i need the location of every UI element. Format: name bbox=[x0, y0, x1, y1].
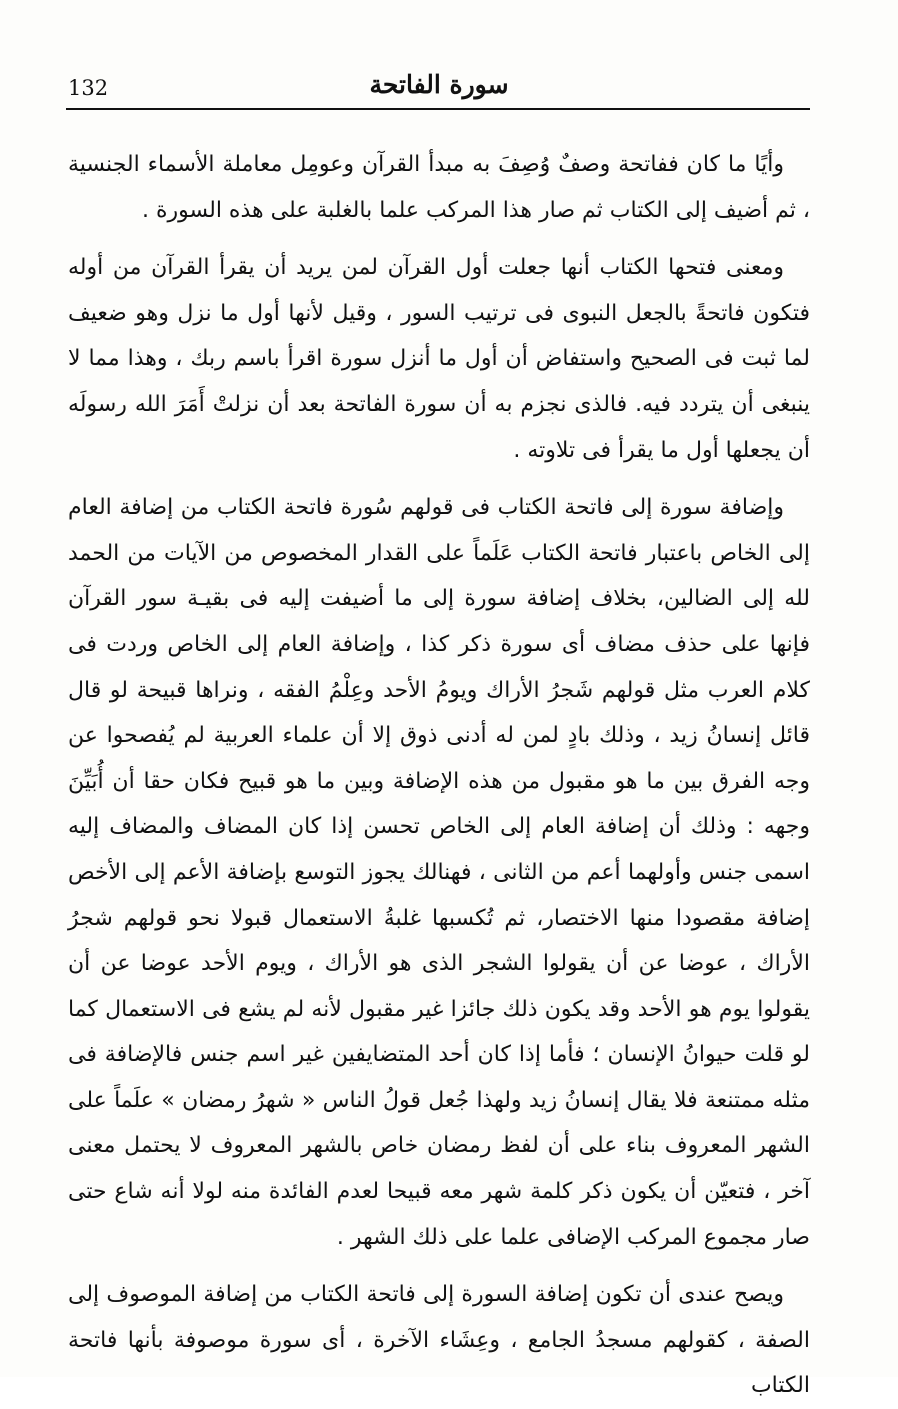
page-number: 132 bbox=[68, 76, 109, 100]
paragraph: ومعنى فتحها الكتاب أنها جعلت أول القرآن لمن يريد أن يقرأ القرآن من أوله فتكون فاتحةً بالجعل النبوى فى ترتيب السور ، وقيل لأنها أول ما نزل وهو ضعيف لما ثبت فى الصحيح واستفاض أن أول ما أنزل سورة اقرأ باسم ربك ، وهذا مما لا ينبغى أن يتردد فيه. فالذى نجزم به أن سورة الفاتحة بعد أن نزلتْ أَمَرَ الله رسولَه أن يجعلها أول ما يقرأ فى تلاوته . bbox=[68, 255, 810, 463]
page-body bbox=[68, 142, 810, 1409]
header-divider bbox=[66, 108, 810, 110]
page-header bbox=[68, 62, 810, 106]
paragraph: ويصح عندى أن تكون إضافة السورة إلى فاتحة الكتاب من إضافة الموصوف إلى الصفة ، كقولهم مسجدُ الجامع ، وعِشَاء الآخرة ، أى سورة موصوفة بأنها فاتحة الكتاب bbox=[68, 1282, 810, 1399]
running-title: سورة الفاتحة bbox=[369, 70, 509, 99]
paragraph: وإضافة سورة إلى فاتحة الكتاب فى قولهم سُورة فاتحة الكتاب من إضافة العام إلى الخاص باعتبار فاتحة الكتاب عَلَماً على القدار المخصوص من الآيات من الحمد لله إلى الضالين، بخلاف إضافة سورة إلى ما أضيفت إليه فى بقيـة سور القرآن فإنها على حذف مضاف أى سورة ذكر كذا ، وإضافة العام إلى الخاص وردت فى كلام العرب مثل قولهم شَجرُ الأراك ويومُ الأحد وعِلْمُ الفقه ، ونراها قبيحة لو قال قائل إنسانُ زيد ، وذلك بادٍ لمن له أدنى ذوق إلا أن علماء العربية لم يُفصحوا عن وجه الفرق بين ما هو مقبول من هذه الإضافة وبين ما هو قبيح فكان حقا أن أُبَيِّنَ وجهه : وذلك أن إضافة العام إلى الخاص تحسن إذا كان المضاف والمضاف إليه اسمى جنس وأولهما أعم من الثانى ، فهنالك يجوز التوسع بإضافة الأعم إلى الأخص إضافة مقصودا منها الاختصار، ثم تُكسبها غلبةُ الاستعمال قبولا نحو قولهم شجرُ الأراك ، عوضا عن أن يقولوا الشجر الذى هو الأراك ، ويوم الأحد عوضا عن أن يقولوا يوم هو الأحد وقد يكون ذلك جائزا غير مقبول لأنه لم يشع فى الاستعمال كما لو قلت حيوانُ الإنسان ؛ فأما إذا كان أحد المتضايفين غير اسم جنس فالإضافة فى مثله ممتنعة فلا يقال إنسانُ زيد ولهذا جُعل قولُ الناس « شهرُ رمضان » علَماً على الشهر المعروف بناء على أن لفظ رمضان خاص بالشهر المعروف لا يحتمل معنى آخر ، فتعيّن أن يكون ذكر كلمة شهر معه قبيحا لعدم الفائدة منه لولا أنه شاع حتى صار مجموع المركب الإضافى علما على ذلك الشهر . bbox=[68, 495, 810, 1250]
paragraph: وأيًا ما كان ففاتحة وصفٌ وُصِفَ به مبدأ القرآن وعومِل معاملة الأسماء الجنسية ، ثم أضيف إلى الكتاب ثم صار هذا المركب علما بالغلبة على هذه السورة . bbox=[68, 152, 810, 223]
